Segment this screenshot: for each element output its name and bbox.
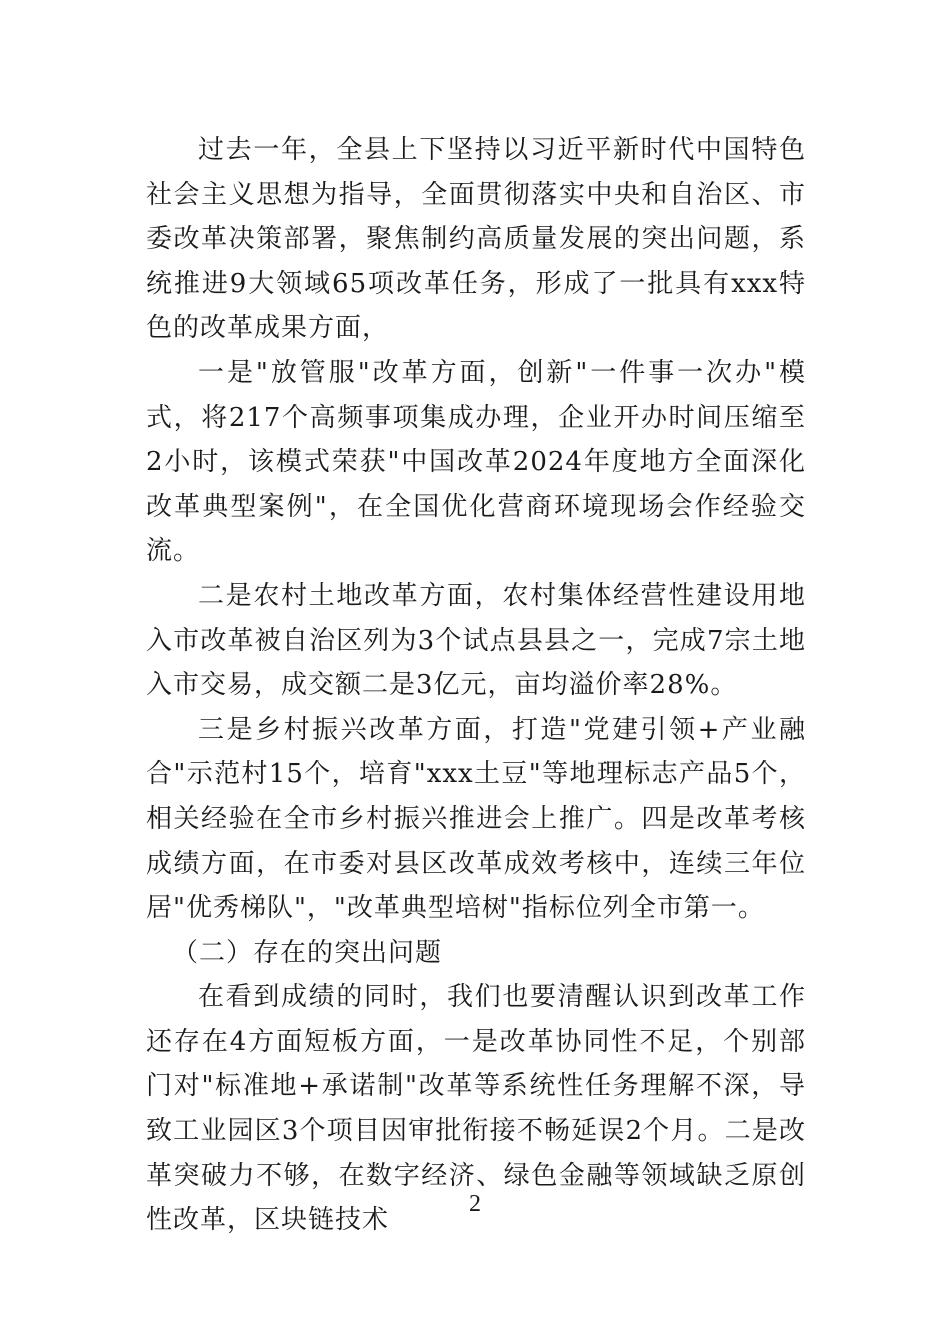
paragraph-point-two: 二是农村土地改革方面，农村集体经营性建设用地入市改革被自治区列为3个试点县县之一，完成7宗土地入市交易，成交额二是3亿元，亩均溢价率28%。 [146, 580, 806, 701]
paragraph-summary: 过去一年，全县上下坚持以习近平新时代中国特色社会主义思想为指导，全面贯彻落实中央和自治区、市委改革决策部署，聚焦制约高质量发展的突出问题，系统推进9大领域65项改革任务，形成了一批具有xxx特色的改革成果方面， [146, 135, 806, 344]
paragraph-point-one: 一是"放管服"改革方面，创新"一件事一次办"模式，将217个高频事项集成办理，企业开办时间压缩至2小时，该模式荣获"中国改革2024年度地方全面深化改革典型案例"，在全国优化营商环境现场会作经验交流。 [146, 357, 806, 567]
document-body [146, 128, 806, 1243]
paragraph-problems: 在看到成绩的同时，我们也要清醒认识到改革工作还存在4方面短板方面，一是改革协同性不足，个别部门对"标准地+承诺制"改革等系统性任务理解不深，导致工业园区3个项目因审批衔接不畅延误2个月。二是改革突破力不够，在数字经济、绿色金融等领域缺乏原创性改革，区块链技术 [146, 982, 806, 1236]
page-number: 2 [469, 1191, 481, 1217]
paragraph-point-three: 三是乡村振兴改革方面，打造"党建引领+产业融合"示范村15个，培育"xxx土豆"等地理标志产品5个，相关经验在全市乡村振兴推进会上推广。四是改革考核成绩方面，在市委对县区改革成效考核中，连续三年位居"优秀梯队"，"改革典型培树"指标位列全市第一。 [146, 714, 806, 924]
section-heading: （二）存在的突出问题 [172, 937, 443, 968]
